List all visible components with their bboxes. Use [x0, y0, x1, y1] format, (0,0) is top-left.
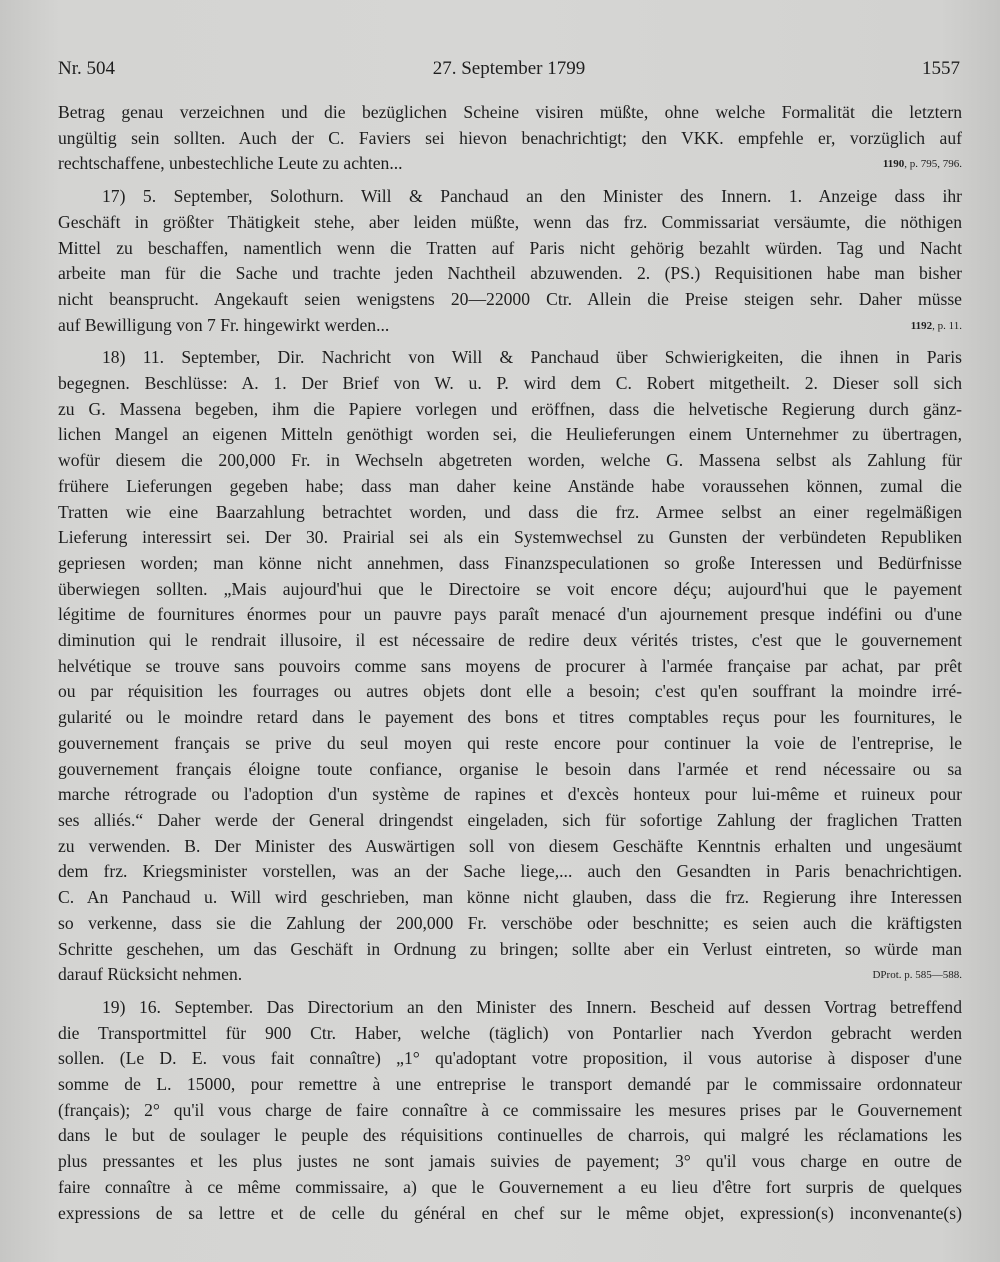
text-line: überwiegen sollten. „Mais aujourd'hui que le Directoire se voit encore déçu; aujourd'hui que le payement — [58, 578, 962, 599]
reference-pages: , p. 11. — [932, 319, 962, 332]
text-line: Schritte geschehen, um das Geschäft in Ordnung zu bringen; sollte aber ein Verlust eintreten, so würde man — [58, 938, 962, 959]
text-line: légitime de fournitures énormes pour un pauvre pays paraît menacé d'un ajournement presque indéfini ou d'une — [58, 604, 962, 625]
text-line: helvétique se trouve sans pouvoirs comme sans moyens de procurer à l'armée française par achat, par prêt — [58, 655, 962, 676]
text-line: (français); 2° qu'il vous charge de faire connaître à ce commissaire les mesures prises par le Gouvernement — [58, 1099, 962, 1120]
text-line: 18) 11. September, Dir. Nachricht von Will & Panchaud über Schwierigkeiten, die ihnen in Paris — [102, 347, 962, 368]
text-line: Mittel zu beschaffen, namentlich wenn die Tratten auf Paris nicht gehörig bezahlt würden. Tag und Nacht — [58, 237, 962, 258]
text-line: gouvernement français se prive du seul moyen qui reste encore pour continuer la voie de l'entreprise, le — [58, 732, 962, 753]
text-line: faire connaître à ce même commissaire, a) que le Gouvernement a eu lieu d'être fort surpris de quelques — [58, 1176, 962, 1197]
reference-number: 1192 — [910, 319, 933, 332]
text-line-content: darauf Rücksicht nehmen. — [58, 964, 243, 985]
text-line: gouvernement français éloigne toute confiance, organise le besoin dans l'armée et rend nécessaire ou sa — [58, 758, 962, 779]
text-line: Lieferung interessirt sei. Der 30. Prairial sei als ein Systemwechsel zu Gunsten der verbündeten Republiken — [58, 527, 962, 548]
reference-note: DProt. p. 585—588. — [872, 969, 962, 982]
text-line: diminution qui le rendrait illusoire, il est nécessaire de redire deux vérités tristes, c'est que le gouvernement — [58, 630, 962, 651]
page-header — [58, 58, 960, 88]
text-line: wofür diesem die 200,000 Fr. in Wechseln abgetreten worden, welche G. Massena selbst als Zahlung für — [58, 450, 962, 471]
text-line: zu G. Massena begeben, ihm die Papiere vorlegen und eröffnen, dass die helvetische Regierung durch gänz- — [58, 398, 962, 419]
text-line: Tratten wie eine Baarzahlung betrachtet worden, und dass die frz. Armee selbst an einer regelmäßigen — [58, 501, 962, 522]
reference-number: 1190 — [882, 158, 905, 171]
page-number: 1557 — [922, 58, 960, 79]
text-line: dem frz. Kriegsminister vorstellen, was an der Sache liege,... auch den Gesandten in Paris benachrichtigen. — [58, 861, 962, 882]
text-line: gepriesen worden; man könne nicht annehmen, dass Finanzspeculationen so große Interessen und Bedürfnisse — [58, 552, 962, 573]
text-line: ou par réquisition les fourrages ou autres objets dont elle a besoin; c'est qu'en souffrant la moindre irré- — [58, 681, 962, 702]
reference-pages: , p. 795, 796. — [904, 158, 962, 171]
text-line: sollen. (Le D. E. vous fait connaître) „1° qu'adoptant votre proposition, il vous autorise à disposer d'une — [58, 1048, 962, 1069]
text-line: 17) 5. September, Solothurn. Will & Panchaud an den Minister des Innern. 1. Anzeige dass ihr — [102, 186, 962, 207]
text-line: Geschäft in größter Thätigkeit stehe, aber leiden müßte, wenn das frz. Commissariat versäumte, die nöthigen — [58, 211, 962, 232]
text-line: arbeite man für die Sache und trachte jeden Nachtheil abzuwenden. 2. (PS.) Requisitionen habe man bisher — [58, 263, 962, 284]
reference-note — [911, 313, 962, 340]
text-line: zu verwenden. B. Der Minister des Auswärtigen soll von diesem Geschäfte Kenntnis erhalten und ungesäumt — [58, 835, 962, 856]
document-number: Nr. 504 — [58, 58, 115, 79]
text-line: somme de L. 15000, pour remettre à une entreprise le transport demandé par le commissaire ordonnateur — [58, 1074, 962, 1095]
text-line: C. An Panchaud u. Will wird geschrieben, man könne nicht glauben, dass die frz. Regierung ihre Interessen — [58, 887, 962, 908]
text-line: dans le but de soulager le peuple des réquisitions continuelles de charrois, qui malgré les réclamations les — [58, 1125, 962, 1146]
text-line — [58, 313, 962, 339]
text-line-content: auf Bewilligung von 7 Fr. hingewirkt werden... — [58, 314, 390, 335]
document-body — [58, 100, 962, 1226]
text-line: so verkenne, dass sie die Zahlung der 200,000 Fr. verschöbe oder beschnitte; es seien auch die kräftigsten — [58, 912, 962, 933]
text-line-content: rechtschaffene, unbestechliche Leute zu achten... — [58, 153, 403, 174]
reference-note — [883, 151, 962, 178]
text-line — [58, 962, 962, 988]
text-line: marche rétrograde ou l'adoption d'un système de rapines et d'excès honteux pour lui-même et ruineux pour — [58, 784, 962, 805]
text-line — [58, 151, 962, 177]
text-line: nicht beansprucht. Angekauft seien wenigstens 20—22000 Ctr. Allein die Preise steigen sehr. Daher müsse — [58, 288, 962, 309]
text-line: frühere Lieferungen gegeben habe; dass man daher keine Anstände habe voraussehen können, zumal die — [58, 475, 962, 496]
text-line: lichen Mangel an eigenen Mitteln genöthigt worden sei, die Heulieferungen einem Unternehmer zu übertragen, — [58, 424, 962, 445]
text-line: ses alliés.“ Daher werde der General dringendst eingeladen, sich für sofortige Zahlung der fraglichen Tratten — [58, 809, 962, 830]
text-line: expressions de sa lettre et de celle du général en chef sur le même objet, expression(s) inconvenante(s) — [58, 1202, 962, 1223]
text-line: die Transportmittel für 900 Ctr. Haber, welche (täglich) von Pontarlier nach Yverdon gebracht werden — [58, 1022, 962, 1043]
text-line: gularité ou le moindre retard dans le payement des bons et titres comptables reçus pour les fournitures, le — [58, 707, 962, 728]
header-date: 27. September 1799 — [432, 58, 586, 79]
text-line: begegnen. Beschlüsse: A. 1. Der Brief von W. u. P. wird dem C. Robert mitgetheilt. 2. Dieser soll sich — [58, 373, 962, 394]
text-line: ungültig sein sollten. Auch der C. Faviers sei hievon benachrichtigt; den VKK. empfehle er, vorzüglich auf — [58, 127, 962, 148]
text-line: 19) 16. September. Das Directorium an den Minister des Innern. Bescheid auf dessen Vortrag betreffend — [102, 996, 962, 1017]
text-line: plus pressantes et les plus justes ne sont jamais suivies de payement; 3° qu'il vous charge en outre de — [58, 1151, 962, 1172]
text-line: Betrag genau verzeichnen und die bezüglichen Scheine visiren müßte, ohne welche Formalität die letztern — [58, 102, 962, 122]
